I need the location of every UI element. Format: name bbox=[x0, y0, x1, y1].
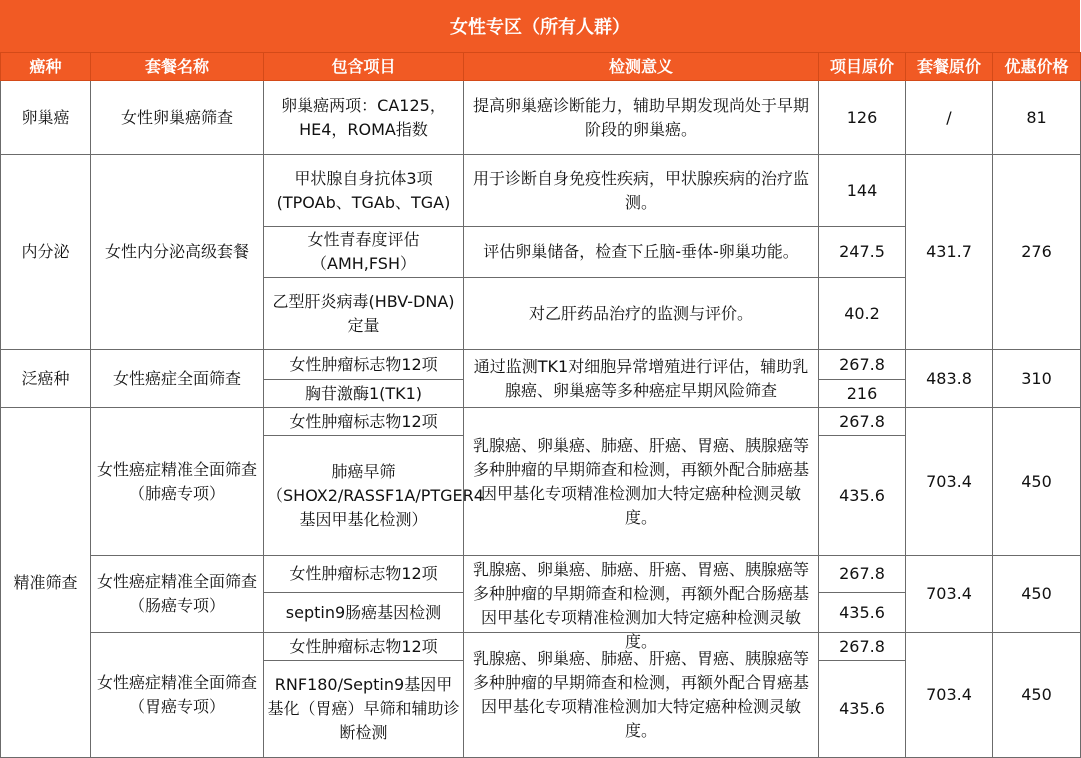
header-items: 包含项目 bbox=[264, 53, 464, 81]
package-price: 703.4 bbox=[906, 633, 993, 758]
package-price: / bbox=[906, 81, 993, 155]
item-price: 216 bbox=[819, 380, 906, 408]
item-price: 435.6 bbox=[819, 661, 906, 758]
package-name: 女性癌症全面筛查 bbox=[91, 350, 264, 408]
package-name: 女性癌症精准全面筛查（肺癌专项） bbox=[91, 408, 264, 556]
header-item-price: 项目原价 bbox=[819, 53, 906, 81]
cancer-type-endocrine: 内分泌 bbox=[1, 155, 91, 350]
package-table bbox=[0, 52, 1081, 758]
item-price: 267.8 bbox=[819, 556, 906, 593]
promo-price: 450 bbox=[993, 633, 1081, 758]
table-row bbox=[1, 350, 1081, 380]
item-price: 267.8 bbox=[819, 350, 906, 380]
promo-price: 81 bbox=[993, 81, 1081, 155]
item-name: 卵巢癌两项：CA125，HE4，ROMA指数 bbox=[264, 81, 464, 155]
package-price: 431.7 bbox=[906, 155, 993, 350]
table-row bbox=[1, 81, 1081, 155]
table-row bbox=[1, 556, 1081, 593]
table-row bbox=[1, 633, 1081, 661]
package-price: 703.4 bbox=[906, 408, 993, 556]
promo-price: 450 bbox=[993, 408, 1081, 556]
meaning-text-content: 乳腺癌、卵巢癌、肺癌、肝癌、胃癌、胰腺癌等多种肿瘤的早期筛查和检测，再额外配合肠癌基因甲基化专项精准检测加大特定癌种检测灵敏度。 bbox=[472, 560, 809, 651]
item-price: 267.8 bbox=[819, 633, 906, 661]
item-price: 435.6 bbox=[819, 593, 906, 633]
promo-price: 276 bbox=[993, 155, 1081, 350]
header-promo-price: 优惠价格 bbox=[993, 53, 1081, 81]
package-name: 女性癌症精准全面筛查（肠癌专项） bbox=[91, 556, 264, 633]
package-price: 483.8 bbox=[906, 350, 993, 408]
meaning-text: 通过监测TK1对细胞异常增殖进行评估，辅助乳腺癌、卵巢癌等多种癌症早期风险筛查 bbox=[464, 350, 819, 408]
item-name: 肺癌早筛（SHOX2/RASSF1A/PTGER4基因甲基化检测） bbox=[264, 436, 464, 556]
item-name: septin9肠癌基因检测 bbox=[264, 593, 464, 633]
meaning-text: 提高卵巢癌诊断能力，辅助早期发现尚处于早期阶段的卵巢癌。 bbox=[464, 81, 819, 155]
item-price: 247.5 bbox=[819, 227, 906, 278]
item-name: RNF180/Septin9基因甲基化（胃癌）早筛和辅助诊断检测 bbox=[264, 661, 464, 758]
item-name: 乙型肝炎病毒(HBV-DNA)定量 bbox=[264, 278, 464, 350]
item-price: 144 bbox=[819, 155, 906, 227]
header-package-price: 套餐原价 bbox=[906, 53, 993, 81]
page-title: 女性专区（所有人群） bbox=[0, 0, 1080, 52]
header-cancer: 癌种 bbox=[1, 53, 91, 81]
header-row bbox=[1, 53, 1081, 81]
promo-price: 310 bbox=[993, 350, 1081, 408]
item-name: 甲状腺自身抗体3项(TPOAb、TGAb、TGA) bbox=[264, 155, 464, 227]
cancer-type-ovarian: 卵巢癌 bbox=[1, 81, 91, 155]
table-row bbox=[1, 155, 1081, 227]
table-row bbox=[1, 408, 1081, 436]
package-name: 女性内分泌高级套餐 bbox=[91, 155, 264, 350]
cancer-type-pan: 泛癌种 bbox=[1, 350, 91, 408]
item-price: 40.2 bbox=[819, 278, 906, 350]
item-price: 126 bbox=[819, 81, 906, 155]
item-name: 女性肿瘤标志物12项 bbox=[264, 408, 464, 436]
meaning-text: 评估卵巢储备，检查下丘脑-垂体-卵巢功能。 bbox=[464, 227, 819, 278]
item-name: 女性青春度评估（AMH,FSH） bbox=[264, 227, 464, 278]
header-package: 套餐名称 bbox=[91, 53, 264, 81]
package-price: 703.4 bbox=[906, 556, 993, 633]
item-price: 267.8 bbox=[819, 408, 906, 436]
meaning-text bbox=[464, 556, 819, 651]
meaning-text: 对乙肝药品治疗的监测与评价。 bbox=[464, 278, 819, 350]
header-meaning: 检测意义 bbox=[464, 53, 819, 81]
item-name: 女性肿瘤标志物12项 bbox=[264, 633, 464, 661]
cancer-type-precision: 精准筛查 bbox=[1, 408, 91, 758]
item-name: 女性肿瘤标志物12项 bbox=[264, 556, 464, 593]
item-price: 435.6 bbox=[819, 436, 906, 556]
meaning-text: 用于诊断自身免疫性疾病，甲状腺疾病的治疗监测。 bbox=[464, 155, 819, 227]
meaning-text: 乳腺癌、卵巢癌、肺癌、肝癌、胃癌、胰腺癌等多种肿瘤的早期筛查和检测，再额外配合胃癌基因甲基化专项精准检测加大特定癌种检测灵敏度。 bbox=[464, 633, 819, 758]
item-name: 女性肿瘤标志物12项 bbox=[264, 350, 464, 380]
meaning-text: 乳腺癌、卵巢癌、肺癌、肝癌、胃癌、胰腺癌等多种肿瘤的早期筛查和检测，再额外配合肺癌基因甲基化专项精准检测加大特定癌种检测灵敏度。 bbox=[464, 408, 819, 556]
item-name: 胸苷激酶1(TK1) bbox=[264, 380, 464, 408]
promo-price: 450 bbox=[993, 556, 1081, 633]
package-name: 女性卵巢癌筛查 bbox=[91, 81, 264, 155]
package-name: 女性癌症精准全面筛查（胃癌专项） bbox=[91, 633, 264, 758]
